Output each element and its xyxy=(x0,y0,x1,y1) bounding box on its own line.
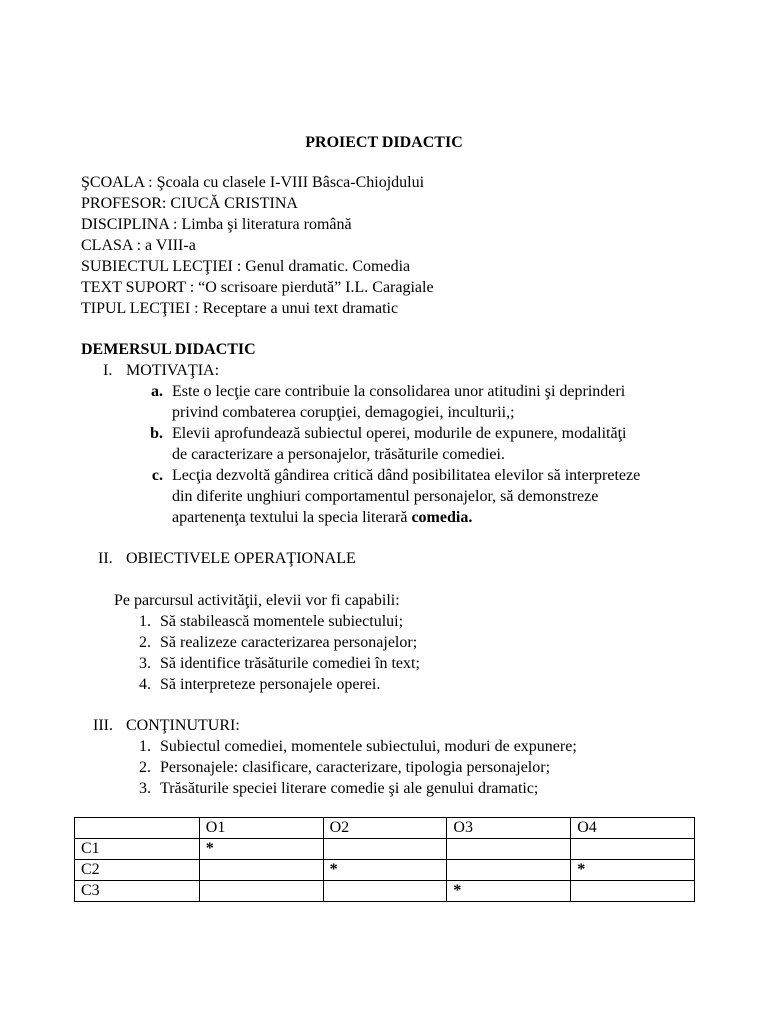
table-row xyxy=(75,881,695,902)
list-item-line: Lecţia dezvoltă gândirea critică dând posibilitatea elevilor să interpreteze xyxy=(172,467,641,484)
list-item-line: privind combaterea corupţiei, demagogiei, inculturii,; xyxy=(172,404,515,421)
list-item: Să stabilească momentele subiectului; xyxy=(160,613,404,630)
list-item-line: Este o lecţie care contribuie la consolidarea unor atitudini şi deprinderi xyxy=(172,383,626,400)
list-marker: 2. xyxy=(139,634,151,651)
info-line-lesson-type: TIPUL LECŢIEI : Receptare a unui text dramatic xyxy=(81,300,399,317)
list-item: Să identifice trăsăturile comediei în text; xyxy=(160,655,420,672)
table-cell xyxy=(571,881,695,902)
info-line-support-text: TEXT SUPORT : “O scrisoare pierdută” I.L. Caragiale xyxy=(81,279,434,296)
info-line-teacher: PROFESOR: CIUCĂ CRISTINA xyxy=(81,195,298,212)
table-row-label: C3 xyxy=(75,881,200,902)
document-title: PROIECT DIDACTIC xyxy=(305,134,463,151)
table-row-label: C1 xyxy=(75,839,200,860)
table-header-cell: O1 xyxy=(199,818,323,839)
section-numeral: III. xyxy=(93,717,113,734)
info-line-school: ŞCOALA : Şcoala cu clasele I-VIII Bâsca-Chiojdului xyxy=(81,174,425,191)
list-item-line: Elevii aprofundează subiectul operei, modurile de expunere, modalităţi xyxy=(172,425,627,442)
table-cell xyxy=(323,839,447,860)
list-marker: c. xyxy=(151,467,163,484)
table-cell xyxy=(571,839,695,860)
info-line-discipline: DISCIPLINA : Limba şi literatura română xyxy=(81,216,352,233)
list-marker: 4. xyxy=(139,676,151,693)
section-intro: Pe parcursul activităţii, elevii vor fi capabili: xyxy=(114,592,400,609)
table-cell xyxy=(199,860,323,881)
list-item-text: apartenenţa textului la specia literară xyxy=(172,509,412,526)
table-row-label: C2 xyxy=(75,860,200,881)
table-cell xyxy=(323,881,447,902)
list-item-line: de caracterizare a personajelor, trăsăturile comediei. xyxy=(172,446,505,463)
list-marker: 3. xyxy=(139,780,151,797)
list-marker: b. xyxy=(150,425,163,442)
table-cell xyxy=(199,881,323,902)
emphasis-comedia: comedia. xyxy=(411,509,473,526)
table-header-cell: O2 xyxy=(323,818,447,839)
objectives-contents-table xyxy=(74,817,695,902)
list-marker: 1. xyxy=(139,738,151,755)
list-marker: 1. xyxy=(139,613,151,630)
table-cell xyxy=(447,860,571,881)
table-row xyxy=(75,860,695,881)
table-header-cell: O4 xyxy=(571,818,695,839)
info-line-class: CLASA : a VIII-a xyxy=(81,237,196,254)
table-cell: * xyxy=(447,881,571,902)
list-item: Să realizeze caracterizarea personajelor; xyxy=(160,634,418,651)
section-numeral: I. xyxy=(103,362,113,379)
list-item: Să interpreteze personajele operei. xyxy=(160,676,381,693)
table-cell: * xyxy=(199,839,323,860)
section-label: OBIECTIVELE OPERAŢIONALE xyxy=(126,550,356,567)
list-item: Personajele: clasificare, caracterizare, tipologia personajelor; xyxy=(160,759,551,776)
table-header-cell: O3 xyxy=(447,818,571,839)
table-cell: * xyxy=(323,860,447,881)
table-row xyxy=(75,839,695,860)
list-marker: a. xyxy=(151,383,163,400)
info-line-subject: SUBIECTUL LECŢIEI : Genul dramatic. Comedia xyxy=(81,258,411,275)
list-item-line: din diferite unghiuri comportamentul personajelor, să demonstreze xyxy=(172,488,599,505)
list-item-line xyxy=(172,507,472,528)
table-header-row xyxy=(75,818,695,839)
table-cell xyxy=(447,839,571,860)
section-label: CONŢINUTURI: xyxy=(126,717,240,734)
table-cell: * xyxy=(571,860,695,881)
list-item: Trăsăturile speciei literare comedie şi ale genului dramatic; xyxy=(160,780,539,797)
list-marker: 2. xyxy=(139,759,151,776)
section-numeral: II. xyxy=(98,550,113,567)
table-header-cell xyxy=(75,818,200,839)
list-marker: 3. xyxy=(139,655,151,672)
list-item: Subiectul comediei, momentele subiectului, moduri de expunere; xyxy=(160,738,577,755)
demers-heading: DEMERSUL DIDACTIC xyxy=(81,341,256,358)
section-label: MOTIVAŢIA: xyxy=(126,362,220,379)
